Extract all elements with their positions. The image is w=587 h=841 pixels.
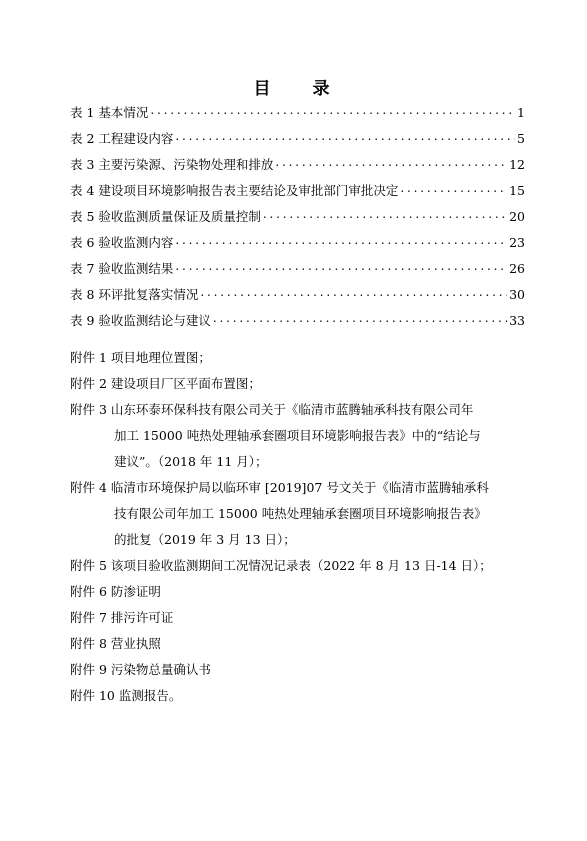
toc-entry-page: 30 xyxy=(509,287,525,302)
toc-entry-page: 1 xyxy=(517,105,525,120)
toc-leader-dots xyxy=(213,311,507,325)
page-title: 目 录 xyxy=(253,79,348,99)
appendix-item-6: 附件 6 防渗证明 xyxy=(70,584,161,599)
appendix-item-3: 附件 3 山东环泰环保科技有限公司关于《临清市蓝腾轴承科技有限公司年 xyxy=(70,402,474,417)
appendix-item-4-cont: 的批复（2019 年 3 月 13 日）； xyxy=(114,532,296,547)
toc-leader-dots xyxy=(175,129,515,143)
toc-leader-dots xyxy=(275,155,507,169)
toc-entry xyxy=(70,259,525,285)
toc-leader-dots xyxy=(263,207,507,221)
appendix-item-7: 附件 7 排污许可证 xyxy=(70,610,174,625)
toc-entry-label: 表 2 工程建设内容 xyxy=(70,131,174,146)
toc-entry-label: 表 7 验收监测结果 xyxy=(70,261,174,276)
appendix-item-4-cont: 技有限公司年加工 15000 吨热处理轴承套圈项目环境影响报告表》 xyxy=(114,506,487,521)
appendix-item-9: 附件 9 污染物总量确认书 xyxy=(70,662,211,677)
toc-entry-page: 26 xyxy=(509,261,525,276)
toc-entry-page: 5 xyxy=(517,131,525,146)
toc-entry-page: 33 xyxy=(509,313,525,328)
toc-leader-dots xyxy=(175,259,507,273)
appendix-item-3-cont: 加工 15000 吨热处理轴承套圈项目环境影响报告表》中的“结论与 xyxy=(114,428,481,443)
appendix-item-8: 附件 8 营业执照 xyxy=(70,636,161,651)
appendix-item-10: 附件 10 监测报告。 xyxy=(70,688,182,703)
appendix-item-5: 附件 5 该项目验收监测期间工况情况记录表（2022 年 8 月 13 日-14 日）； xyxy=(70,558,492,573)
toc-entry xyxy=(70,233,525,259)
toc-leader-dots xyxy=(400,181,507,195)
toc-entry xyxy=(70,181,525,207)
toc-leader-dots xyxy=(200,285,507,299)
toc-entry xyxy=(70,155,525,181)
appendix-item-4: 附件 4 临清市环境保护局以临环审 [2019]07 号文关于《临清市蓝腾轴承科 xyxy=(70,480,489,495)
toc-entry-page: 20 xyxy=(509,209,525,224)
table-of-contents xyxy=(70,103,525,337)
appendix-list xyxy=(70,345,525,709)
toc-entry-label: 表 4 建设项目环境影响报告表主要结论及审批部门审批决定 xyxy=(70,183,399,198)
appendix-item-3-cont: 建议”。（2018 年 11 月）； xyxy=(114,454,268,469)
appendix-item-2: 附件 2 建设项目厂区平面布置图； xyxy=(70,376,261,391)
toc-entry-label: 表 9 验收监测结论与建议 xyxy=(70,313,211,328)
toc-entry xyxy=(70,285,525,311)
toc-entry xyxy=(70,207,525,233)
toc-entry-label: 表 6 验收监测内容 xyxy=(70,235,174,250)
toc-entry xyxy=(70,103,525,129)
toc-entry-label: 表 1 基本情况 xyxy=(70,105,149,120)
toc-entry xyxy=(70,129,525,155)
toc-entry-label: 表 3 主要污染源、污染物处理和排放 xyxy=(70,157,274,172)
toc-entry-page: 12 xyxy=(509,157,525,172)
toc-entry-label: 表 8 环评批复落实情况 xyxy=(70,287,199,302)
toc-leader-dots xyxy=(175,233,507,247)
toc-entry-page: 23 xyxy=(509,235,525,250)
toc-entry-page: 15 xyxy=(509,183,525,198)
toc-entry xyxy=(70,311,525,337)
toc-entry-label: 表 5 验收监测质量保证及质量控制 xyxy=(70,209,261,224)
appendix-item-1: 附件 1 项目地理位置图； xyxy=(70,350,211,365)
toc-leader-dots xyxy=(150,103,515,117)
